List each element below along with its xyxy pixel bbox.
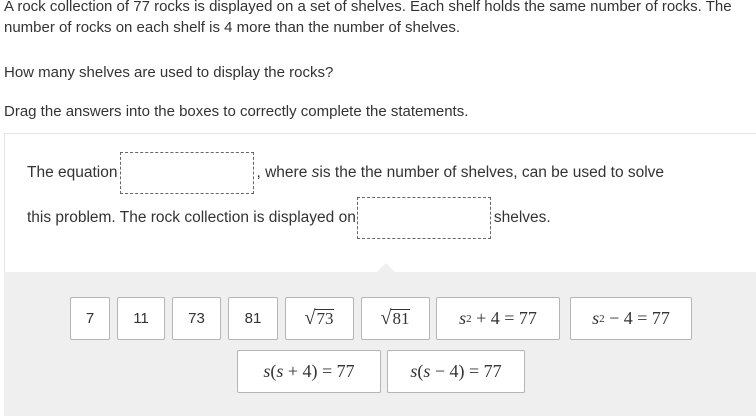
tile-eq4-paren: ( [417, 361, 424, 381]
tile-eq3-var1: s [263, 361, 271, 381]
tile-eq3-var2: s [276, 361, 284, 381]
tile-11-label: 11 [133, 310, 149, 327]
tile-7-label: 7 [85, 310, 95, 327]
tile-eq3-rest: + 4) = 77 [283, 361, 355, 381]
tile-s-squared-minus-4[interactable] [570, 297, 692, 340]
tile-73[interactable] [172, 297, 221, 340]
statement-line-1 [27, 152, 664, 194]
tile-eq2-exponent: 2 [599, 312, 605, 325]
variable-s: s [311, 164, 320, 181]
problem-text: A rock collection of 77 rocks is displayed on a set of shelves. Each shelf holds the same number of rocks. The number of rocks on each shelf is 4 more than the number of shelves. [4, 0, 732, 36]
tile-sqrt-73[interactable] [285, 297, 354, 340]
square-root-icon: √ [380, 307, 392, 329]
tile-81-label: 81 [244, 310, 262, 327]
tile-s-times-s-minus-4[interactable] [387, 350, 525, 393]
tile-73-label: 73 [188, 310, 205, 327]
statement-part-1: The equation [27, 164, 118, 181]
tile-s-times-s-plus-4[interactable] [237, 350, 381, 393]
tile-11[interactable] [117, 297, 165, 340]
tile-eq4-rest: − 4) = 77 [430, 361, 502, 381]
tile-7[interactable] [70, 297, 110, 340]
tile-sqrt-81-radicand: 81 [392, 309, 410, 328]
tray-notch [377, 263, 395, 272]
tile-sqrt-73-radicand: 73 [316, 309, 334, 328]
tile-eq1-var: s [459, 308, 467, 328]
tile-eq4-var1: s [410, 361, 418, 381]
tile-eq1-exponent: 2 [466, 312, 472, 325]
instruction-text: Drag the answers into the boxes to correctly complete the statements. [4, 103, 469, 120]
equation-drop-box[interactable] [120, 152, 254, 194]
answer-tray [4, 272, 756, 416]
tile-sqrt-81[interactable] [361, 297, 430, 340]
tile-eq2-rest: − 4 = 77 [609, 308, 670, 328]
statement-part-3: this problem. The rock collection is displayed on [27, 209, 356, 226]
tile-eq2-var: s [592, 308, 600, 328]
shelves-drop-box[interactable] [357, 197, 491, 239]
tile-eq3-paren: ( [270, 361, 277, 381]
statement-part-4: shelves. [493, 209, 551, 226]
tile-81[interactable] [228, 297, 278, 340]
tile-s-squared-plus-4[interactable] [436, 297, 560, 340]
tile-eq4-var2: s [423, 361, 431, 381]
question-text: How many shelves are used to display the rocks? [4, 64, 334, 81]
square-root-icon: √ [304, 307, 316, 329]
statement-part-2b: is the the number of shelves, can be used to solve [319, 164, 665, 181]
tile-eq1-rest: + 4 = 77 [476, 308, 537, 328]
statement-line-2 [27, 197, 551, 239]
statement-part-2a: , where [256, 164, 308, 181]
statement-panel [4, 133, 756, 273]
